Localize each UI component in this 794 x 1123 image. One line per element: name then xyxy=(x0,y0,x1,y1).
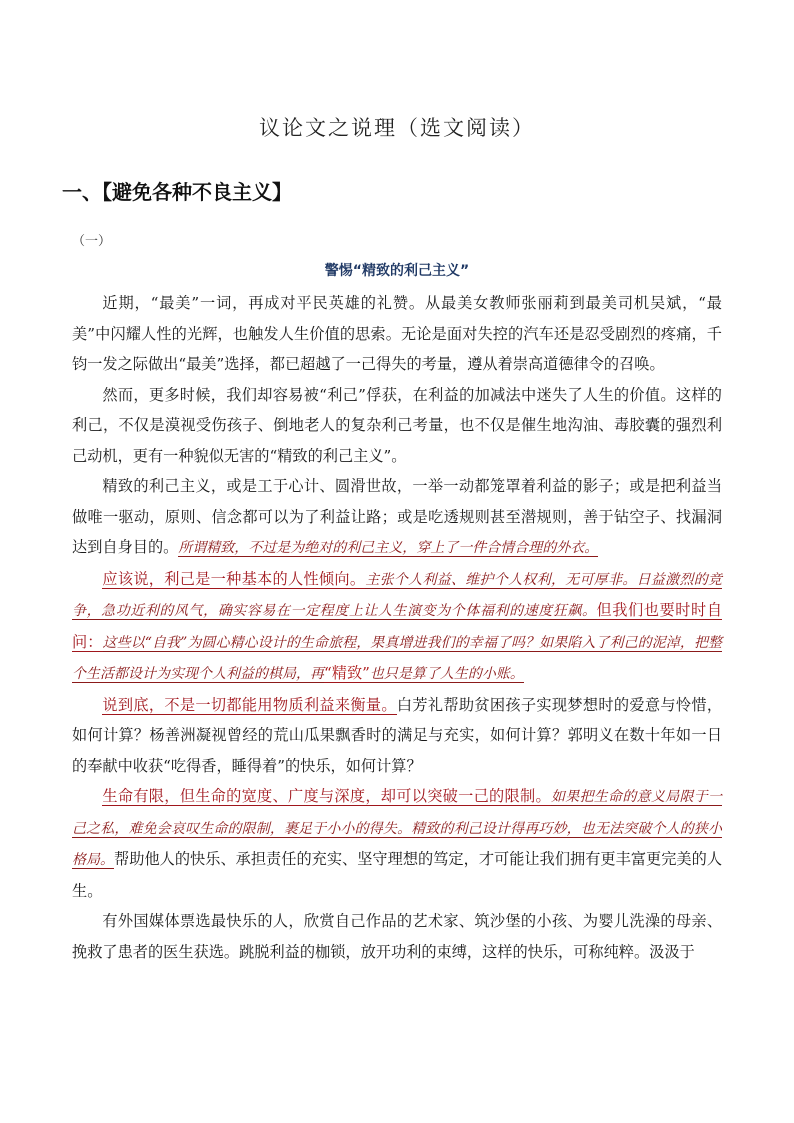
paragraph-6-highlight: 如果把生命的意义局限于一己之私，难免会哀叹生命的限制，裹足于小小的得失。精致的利己设计得再巧妙，也无法突破个人的狭小格局。 xyxy=(72,789,723,868)
paragraph-5 xyxy=(72,690,722,782)
paragraph-2: 然而，更多时候，我们却容易被“利己”俘获，在利益的加减法中迷失了人生的价值。这样的利己，不仅是漠视受伤孩子、倒地老人的复杂利己考量，也不仅是催生地沟油、毒胶囊的强烈利己动机，更有一种貌似无害的“精致的利己主义”。 xyxy=(72,385,722,465)
paragraph-5-text: 白芳礼帮助贫困孩子实现梦想时的爱意与怜惜，如何计算？杨善洲凝视曾经的荒山瓜果飘香时的满足与充实，如何计算？郭明义在数十年如一日的奉献中收获“吃得香，睡得着”的快乐，如何计算？ xyxy=(72,695,723,775)
paragraph-4-quote: “精致” xyxy=(324,664,370,682)
paragraph-3-highlight: 所谓精致，不过是为绝对的利己主义，穿上了一件合情合理的外衣。 xyxy=(178,540,599,556)
paragraph-4-topic-sentence: 应该说，利己是一种基本的人性倾向。 xyxy=(102,569,366,588)
paragraph-4-highlight-3: 也只是算了人生的小账。 xyxy=(369,666,524,682)
sub-section-number: （一） xyxy=(72,234,112,249)
paragraph-4 xyxy=(72,564,722,690)
paragraph-1: 近期，“最美”一词，再成对平民英雄的礼赞。从最美女教师张丽莉到最美司机吴斌，“最美”中闪耀人性的光辉，也触发人生价值的思索。无论是面对失控的汽车还是忍受剧烈的疼痛，千钧一发之际做出“最美”选择，都已超越了一己得失的考量，遵从着崇高道德律令的召唤。 xyxy=(72,294,722,373)
paragraph-3-text: 精致的利己主义，或是工于心计、圆滑世故，一举一动都笼罩着利益的影子；或是把利益当做唯一驱动，原则、信念都可以为了利益让路；或是吃透规则甚至潜规则，善于钻空子、找漏洞达到自身目的。 xyxy=(72,477,722,556)
paragraph-7: 有外国媒体票选最快乐的人，欣赏自己作品的艺术家、筑沙堡的小孩、为婴儿洗澡的母亲、挽救了患者的医生获选。跳脱利益的枷锁，放开功利的束缚，这样的快乐，可称纯粹。汲汲于 xyxy=(72,912,722,961)
paragraph-4-question-lead: 但我们也要时时自问： xyxy=(72,601,723,651)
paragraph-5-topic-sentence: 说到底，不是一切都能用物质利益来衡量。 xyxy=(102,695,397,714)
paragraph-6 xyxy=(72,781,722,906)
paragraph-3 xyxy=(72,471,722,564)
paragraph-6-text: 帮助他人的快乐、承担责任的充实、坚守理想的笃定，才可能让我们拥有更丰富更完美的人生。 xyxy=(72,850,723,900)
paragraph-4-highlight-2: 这些以“自我”为圆心精心设计的生命旅程，果真增进我们的幸福了吗？如果陷入了利己的泥淖，把整个生活都设计为实现个人利益的棋局，再 xyxy=(72,634,723,682)
section-heading: 一、【避免各种不良主义】 xyxy=(62,180,292,204)
paragraph-6-topic-sentence: 生命有限，但生命的宽度、广度与深度，却可以突破一己的限制。 xyxy=(102,787,551,805)
document-title: 议论文之说理（选文阅读） xyxy=(259,116,535,140)
article-body xyxy=(72,288,722,967)
article-title: 警惕“精致的利己主义” xyxy=(324,263,470,279)
paragraph-4-highlight-1: 主张个人利益、维护个人权利，无可厚非。日益激烈的竞争，急功近利的风气，确实容易在一定程度上让人生演变为个体福利的速度狂飙。 xyxy=(72,571,723,619)
